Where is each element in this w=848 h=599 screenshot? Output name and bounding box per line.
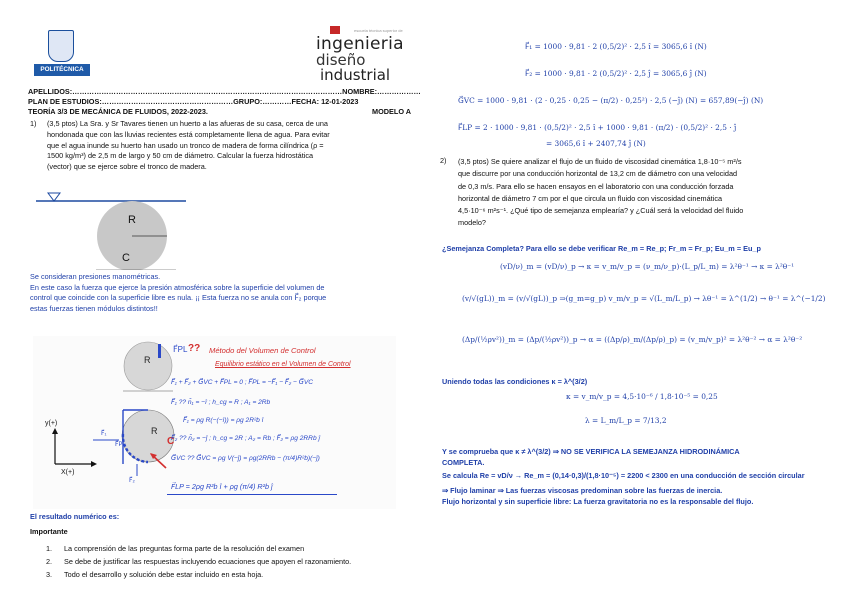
hw-question-marks: ??	[188, 343, 201, 354]
hw-fpl-mark	[158, 344, 161, 358]
water-level-triangle-icon	[48, 193, 60, 201]
upm-shield-icon	[48, 30, 74, 62]
q2-statement	[458, 156, 828, 230]
laminar-line: ⇒ Flujo laminar ⇒ Las fuerzas viscosas predominan sobre las fuerzas de inercia.	[442, 486, 723, 495]
hw-eq3: F⃗₁ = ρg R(−(−î)) = ρg 2R²b î	[183, 417, 264, 424]
eq-reynolds: (vD/ν)_m = (vD/ν)_p → κ = v_m/v_p = (ν_m/ν_p)·(L_p/L_m) = λ²θ⁻¹ → κ = λ²θ⁻¹	[500, 262, 795, 271]
list-text: Todo el desarrollo y solución debe estar incluido en esta hoja.	[64, 570, 264, 579]
hw-label-fpl: F⃗PL	[115, 442, 126, 448]
hw-label-f2: F⃗₂	[129, 478, 135, 484]
eq-froude: (v/√(gL))_m = (v/√(gL))_p ⇒(g_m=g_p) v_m/v_p = √(L_m/L_p) → λθ⁻¹ = λ^(1/2) → θ⁻¹ = λ^(−1/2)	[462, 294, 826, 303]
list-number: 1.	[46, 544, 53, 553]
list-number: 2.	[46, 557, 53, 566]
logo-line1: ingenieria	[316, 34, 404, 54]
q2-line: de 0,3 m/s. Para ello se hacen ensayos en el laboratorio con una conducción forzada	[458, 181, 734, 191]
hw-x-arrow-icon	[91, 461, 97, 467]
important-list	[46, 544, 416, 583]
q2-line: que discurre por una conducción horizontal de 13,2 cm de diámetro con una velocidad	[458, 169, 738, 179]
upm-logo	[34, 30, 90, 80]
log-circle	[97, 201, 167, 270]
teoria-heading: TEORÍA 3/3 DE MECÁNICA DE FLUIDOS, 2022-2023.	[28, 107, 208, 116]
list-text: Se debe de justificar las respuestas incluyendo ecuaciones que apoyen el razonamiento.	[64, 557, 352, 566]
modelo-label: MODELO A	[372, 107, 412, 116]
hw-underline	[167, 494, 337, 495]
hw-title: Método del Volumen de Control	[209, 346, 316, 355]
q1-line: (vector) que se ejerce sobre el tronco de madera.	[47, 162, 207, 172]
conclusion-line1: Y se comprueba que κ ≠ λ^(3/2) ⇒ NO SE VERIFICA LA SEMEJANZA HIDRODINÁMICA	[442, 447, 740, 456]
q2-line: (3,5 ptos) Se quiere analizar el flujo de un fluido de viscosidad cinemática 1,8·10⁻⁵ m²/s	[458, 157, 742, 166]
answer-line: Se consideran presiones manométricas.	[30, 272, 161, 281]
semejanza-line: ¿Semejanza Completa? Para ello se debe verificar Re_m = Re_p; Fr_m = Fr_p; Eu_m = Eu_p	[442, 244, 761, 253]
hw-subtitle: Equilibrio estático en el Volumen de Control	[215, 361, 351, 368]
q1-number: 1)	[30, 119, 37, 128]
result-title: El resultado numérico es:	[30, 512, 120, 521]
apellidos-field: APELLIDOS:…………………………………………………………………………………………………NOMBRE:………………	[28, 87, 421, 96]
handwritten-solution-photo	[33, 336, 396, 509]
q2-line: horizontal de diámetro 7 cm por el que circula un fluido con viscosidad cinemática	[458, 193, 723, 203]
eq-euler: (Δp/(½ρv²))_m = (Δp/(½ρv²))_p → α = ((Δp/ρ)_m/(Δp/ρ)_p) = (v_m/v_p)² = λ²θ⁻² → α = λ²θ⁻²	[462, 335, 803, 344]
q1-line: hondonada que con las lluvias recientes está completamente llena de agua. Para evitar	[47, 129, 330, 139]
final-line: Flujo horizontal y sin superficie libre: La fuerza gravitatoria no es la responsable del flujo.	[442, 497, 754, 506]
list-item	[46, 570, 416, 583]
q2-line: 4,5·10⁻⁶ m²s⁻¹. ¿Qué tipo de semejanza emplearía? y ¿Cuál será la velocidad del fluido	[458, 206, 744, 216]
hw-label-f1: F⃗₁	[101, 431, 107, 437]
hw-label-r-bottom: R	[151, 426, 158, 436]
list-item	[46, 544, 416, 557]
q1-line: (3,5 ptos) La Sra. y Sr Tavares tienen un huerto a las afueras de su casa, cerca de una	[47, 119, 328, 128]
hw-eq6: F⃗LP = 2ρg R²b î + ρg (π/4) R²b ĵ	[171, 482, 273, 491]
q2-line: modelo?	[458, 218, 486, 228]
fig-label-c: C	[122, 252, 130, 264]
hw-label-x: X(+)	[61, 469, 75, 476]
eq-gvc: G⃗VC = 1000 · 9,81 · (2 · 0,25 · 0,25 − (π/2) · 0,25²) · 2,5 (−ĵ) (N) = 657,89(−ĵ) (N)	[458, 96, 764, 105]
logo-line3: industrial	[320, 66, 391, 84]
answer-line: control que coincide con la superficie libre es nula. ¡¡ Esta fuerza no se anula con F⃗₂ porque	[30, 293, 327, 302]
important-heading: Importante	[30, 527, 68, 536]
conclusion-line2: COMPLETA.	[442, 458, 485, 467]
uniendo-line: Uniendo todas las condiciones κ = λ^(3/2)	[442, 377, 588, 386]
hw-fpl-heading: F⃗PL	[173, 345, 188, 354]
hw-eq2: F⃗₁ ?? n̂₁ = −î ; h_cg = R ; A₁ = 2Rb	[171, 399, 271, 406]
list-item	[46, 557, 416, 570]
hw-eq4: F⃗₂ ?? n̂₂ = −ĵ ; h_cg = 2R ; A₂ = Rb ; F⃗₂ = ρg 2RRb ĵ	[171, 435, 320, 442]
eq-flp-line1: F⃗LP = 2 · 1000 · 9,81 · (0,5/2)² · 2,5 î + 1000 · 9,81 · (π/2) · (0,5/2)² · 2,5 · ĵ	[458, 123, 737, 132]
q1-line: que el agua inunde su huerto han usado un tronco de madera de forma cilíndrica (ρ =	[47, 140, 324, 150]
eq-kappa: κ = v_m/v_p = 4,5·10⁻⁶ / 1,8·10⁻⁵ = 0,25	[566, 392, 718, 401]
hw-eq5: G⃗VC ?? G⃗VC = ρg V(−ĵ) = ρg(2RRb − (π/4)R²b)(−ĵ)	[171, 455, 320, 462]
hw-label-r-top: R	[144, 355, 151, 365]
q2-number: 2)	[440, 156, 447, 165]
logo-mark-icon	[330, 26, 340, 34]
hw-y-arrow-icon	[52, 428, 58, 434]
ingenieria-logo	[316, 26, 420, 84]
eq-f1: F⃗₁ = 1000 · 9,81 · 2 (0,5/2)² · 2,5 î = 3065,6 î (N)	[525, 42, 707, 51]
hw-label-c: C	[167, 436, 175, 447]
q1-statement	[47, 119, 407, 173]
list-number: 3.	[46, 570, 53, 579]
answer-line: En este caso la fuerza que ejerce la presión atmosférica sobre la superficie del volumen de	[30, 282, 325, 292]
hw-label-y: y(+)	[45, 420, 58, 427]
calc-line: Se calcula Re = vD/ν → Re_m = (0,14·0,3)/(1,8·10⁻⁵) = 2200 < 2300 en una conducción de sección circular	[442, 471, 805, 480]
plan-estudios-field: PLAN DE ESTUDIOS:………………………………………………GRUPO:…………FECHA: 12-01-2023	[28, 97, 359, 106]
hw-eq1: F⃗₁ + F⃗₂ + G⃗VC + F⃗PL = 0 ; F⃗PL = −F⃗₁ − F⃗₂ − G⃗VC	[171, 379, 313, 386]
hw-upper-circle	[124, 342, 172, 390]
eq-flp-line2: = 3065,6 î + 2407,74 ĵ (N)	[546, 139, 646, 148]
answer-line: estas fuerzas tienen módulos distintos!!	[30, 303, 158, 313]
q1-line: 1500 kg/m³) de 2,5 m de largo y 50 cm de diámetro. Calcular la fuerza hidrostática	[47, 151, 314, 161]
logo-line2: diseño	[316, 51, 366, 69]
logo-tagline: escuela técnica superior de	[354, 28, 403, 33]
q1-answer	[30, 272, 410, 314]
list-text: La comprensión de las preguntas forma parte de la resolución del examen	[64, 544, 305, 553]
upm-logo-text: POLITÉCNICA	[34, 64, 90, 76]
eq-f2: F⃗₂ = 1000 · 9,81 · 2 (0,5/2)² · 2,5 ĵ = 3065,6 ĵ (N)	[525, 69, 707, 78]
eq-lambda: λ = L_m/L_p = 7/13,2	[585, 416, 667, 425]
fig-label-r: R	[128, 214, 136, 226]
